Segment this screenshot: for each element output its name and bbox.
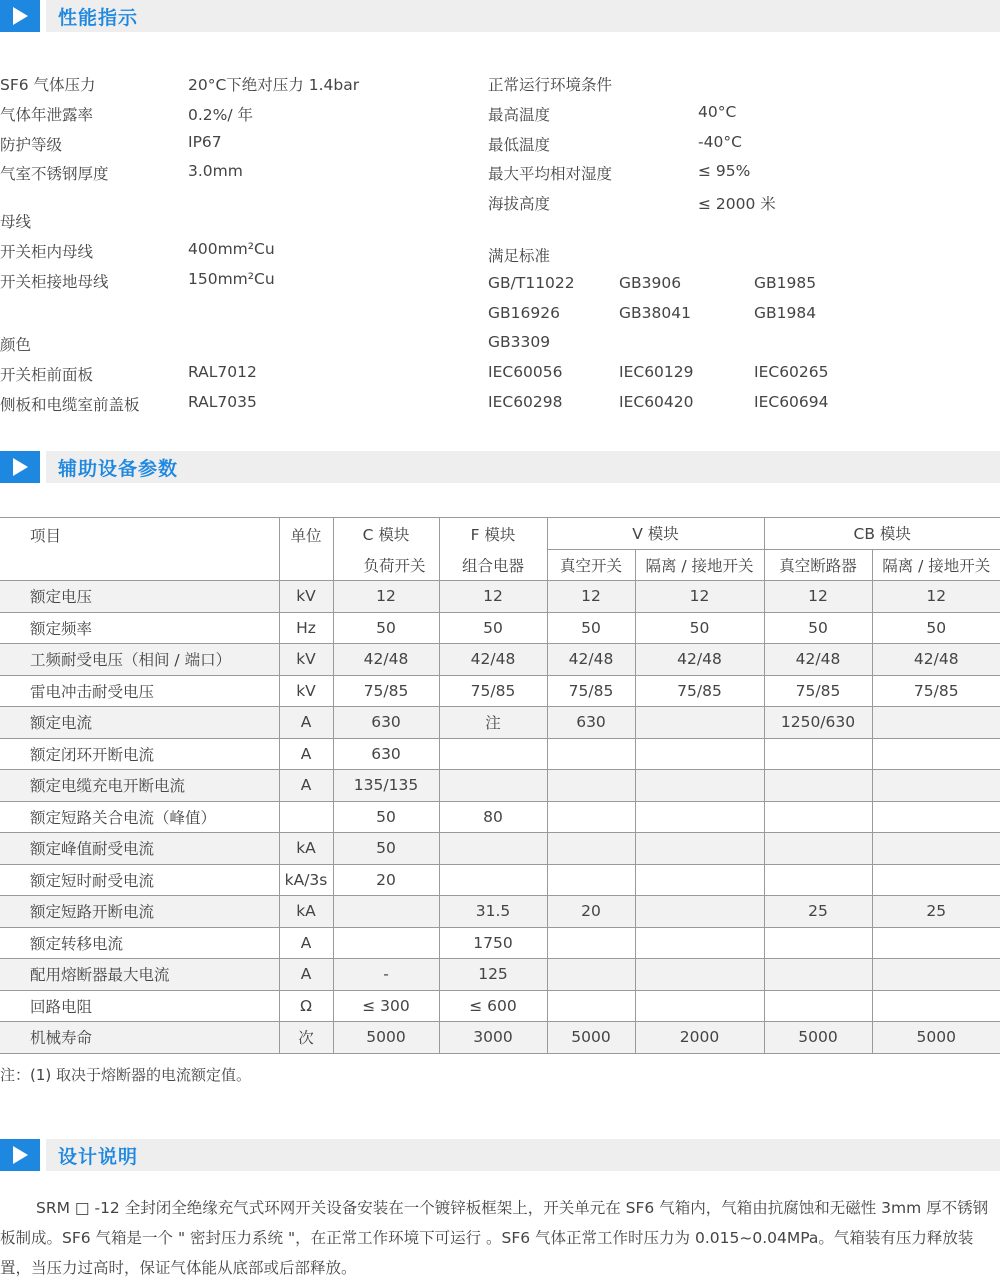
- value-cell: [547, 959, 635, 991]
- value-cell: 630: [333, 707, 439, 739]
- row-label: 额定电流: [0, 707, 279, 739]
- value-cell: 75/85: [333, 675, 439, 707]
- value-cell: [872, 801, 1000, 833]
- unit-cell: Ω: [279, 990, 333, 1022]
- unit-cell: kA: [279, 833, 333, 865]
- value-cell: 3000: [439, 1022, 547, 1054]
- value-cell: 5000: [333, 1022, 439, 1054]
- unit-cell: A: [279, 707, 333, 739]
- row-label: 回路电阻: [0, 990, 279, 1022]
- value-cell: 75/85: [547, 675, 635, 707]
- value-cell: 50: [333, 833, 439, 865]
- table-row: [0, 959, 1000, 991]
- value-cell: [764, 927, 872, 959]
- value-cell: 31.5: [439, 896, 547, 928]
- environment-title: 正常运行环境条件: [488, 76, 613, 94]
- value-cell: 75/85: [439, 675, 547, 707]
- section-title: 性能指示: [58, 6, 139, 29]
- standard-item: GB1985: [754, 274, 817, 292]
- spec-value: 20°C下绝对压力 1.4bar: [188, 76, 360, 94]
- table-row: [0, 896, 1000, 928]
- spec-label: SF6 气体压力: [0, 76, 96, 94]
- spec-value: IP67: [188, 133, 222, 151]
- spec-label: 最高温度: [488, 106, 551, 124]
- spec-label: 防护等级: [0, 136, 63, 154]
- subheader-cell: 隔离 / 接地开关: [872, 549, 1000, 581]
- spec-value: 3.0mm: [188, 162, 243, 180]
- value-cell: -: [333, 959, 439, 991]
- subheader-cell: 组合电器: [439, 549, 547, 581]
- value-cell: 1250/630: [764, 707, 872, 739]
- value-cell: [439, 770, 547, 802]
- standard-item: GB/T11022: [488, 274, 575, 292]
- value-cell: 1750: [439, 927, 547, 959]
- spec-value: RAL7035: [188, 393, 257, 411]
- row-label: 额定闭环开断电流: [0, 738, 279, 770]
- standard-item: IEC60265: [754, 363, 829, 381]
- value-cell: 2000: [635, 1022, 764, 1054]
- value-cell: [872, 707, 1000, 739]
- value-cell: [764, 990, 872, 1022]
- spec-label: 气室不锈钢厚度: [0, 165, 109, 183]
- section-title: 设计说明: [58, 1145, 139, 1168]
- unit-cell: 次: [279, 1022, 333, 1054]
- value-cell: [547, 833, 635, 865]
- value-cell: 125: [439, 959, 547, 991]
- unit-cell: kA: [279, 896, 333, 928]
- standard-item: GB16926: [488, 304, 560, 322]
- color-title: 颜色: [0, 336, 32, 354]
- section-header-design: [0, 1139, 1000, 1171]
- header-cell: 单位: [279, 518, 333, 581]
- unit-cell: kA/3s: [279, 864, 333, 896]
- spec-label: 开关柜接地母线: [0, 273, 109, 291]
- play-arrow-icon: [0, 1139, 40, 1171]
- value-cell: 630: [547, 707, 635, 739]
- row-label: 额定电缆充电开断电流: [0, 770, 279, 802]
- standard-item: GB1984: [754, 304, 817, 322]
- value-cell: [764, 801, 872, 833]
- subheader-cell: 真空断路器: [764, 549, 872, 581]
- section-header-performance: [0, 0, 1000, 32]
- table-row: [0, 833, 1000, 865]
- value-cell: 注: [439, 707, 547, 739]
- value-cell: 42/48: [547, 644, 635, 676]
- row-label: 配用熔断器最大电流: [0, 959, 279, 991]
- table-row: [0, 990, 1000, 1022]
- spec-value: 400mm²Cu: [188, 240, 275, 258]
- row-label: 机械寿命: [0, 1022, 279, 1054]
- value-cell: 50: [764, 612, 872, 644]
- spec-label: 最低温度: [488, 136, 551, 154]
- row-label: 工频耐受电压（相间 / 端口）: [0, 644, 279, 676]
- spec-label: 海拔高度: [488, 195, 551, 213]
- value-cell: 50: [333, 612, 439, 644]
- value-cell: 50: [547, 612, 635, 644]
- value-cell: 12: [764, 581, 872, 613]
- unit-cell: A: [279, 770, 333, 802]
- value-cell: 12: [547, 581, 635, 613]
- value-cell: [764, 833, 872, 865]
- value-cell: 42/48: [333, 644, 439, 676]
- spec-value: 150mm²Cu: [188, 270, 275, 288]
- value-cell: [872, 959, 1000, 991]
- spec-value: ≤ 95%: [698, 162, 751, 180]
- value-cell: 12: [333, 581, 439, 613]
- value-cell: [439, 738, 547, 770]
- value-cell: [872, 738, 1000, 770]
- design-description: SRM □ -12 全封闭全绝缘充气式环网开关设备安装在一个镀锌板框架上，开关单元在 SF6 气箱内，气箱由抗腐蚀和无磁性 3mm 厚不锈钢板制成。SF6 气箱是一个 " 密封压力系统 "，在正常工作环境下可运行 。SF6 气体正常工作时压力为 0.015~0.04MPa。气箱装有压力释放装置，当压力过高时，保证气体能从底部或后部释放。: [0, 1199, 989, 1277]
- value-cell: [872, 990, 1000, 1022]
- value-cell: [439, 833, 547, 865]
- value-cell: 12: [872, 581, 1000, 613]
- value-cell: [439, 864, 547, 896]
- row-label: 额定电压: [0, 581, 279, 613]
- value-cell: 42/48: [439, 644, 547, 676]
- spec-label: 侧板和电缆室前盖板: [0, 396, 140, 414]
- row-label: 额定短路关合电流（峰值）: [0, 801, 279, 833]
- value-cell: 5000: [872, 1022, 1000, 1054]
- header-cell: CB 模块: [764, 518, 1000, 550]
- spec-value: RAL7012: [188, 363, 257, 381]
- standard-item: IEC60694: [754, 393, 829, 411]
- value-cell: 20: [547, 896, 635, 928]
- header-cell: F 模块: [439, 518, 547, 550]
- value-cell: ≤ 600: [439, 990, 547, 1022]
- value-cell: [635, 738, 764, 770]
- subheader-cell: 负荷开关: [333, 549, 439, 581]
- value-cell: 75/85: [872, 675, 1000, 707]
- value-cell: [635, 959, 764, 991]
- value-cell: [547, 801, 635, 833]
- table-row: [0, 864, 1000, 896]
- value-cell: [635, 801, 764, 833]
- value-cell: 12: [635, 581, 764, 613]
- spec-label: 气体年泄露率: [0, 106, 94, 124]
- value-cell: 50: [635, 612, 764, 644]
- spec-value: -40°C: [698, 133, 742, 151]
- value-cell: [872, 864, 1000, 896]
- section-title: 辅助设备参数: [58, 457, 179, 480]
- table-row: [0, 675, 1000, 707]
- value-cell: 25: [872, 896, 1000, 928]
- table-footnote: 注：(1) 取决于熔断器的电流额定值。: [0, 1066, 252, 1084]
- spec-label: 开关柜内母线: [0, 243, 94, 261]
- spec-label: 最大平均相对湿度: [488, 165, 613, 183]
- unit-cell: kV: [279, 675, 333, 707]
- value-cell: [764, 959, 872, 991]
- standard-item: IEC60420: [619, 393, 694, 411]
- play-arrow-icon: [0, 0, 40, 32]
- value-cell: [547, 927, 635, 959]
- unit-cell: Hz: [279, 612, 333, 644]
- table-row: [0, 801, 1000, 833]
- row-label: 额定频率: [0, 612, 279, 644]
- value-cell: [635, 707, 764, 739]
- value-cell: 80: [439, 801, 547, 833]
- table-row: [0, 707, 1000, 739]
- value-cell: 75/85: [764, 675, 872, 707]
- value-cell: [635, 833, 764, 865]
- value-cell: [872, 770, 1000, 802]
- value-cell: [547, 864, 635, 896]
- table-row: [0, 927, 1000, 959]
- table-header-row: [0, 518, 1000, 550]
- section-header-auxiliary: [0, 451, 1000, 483]
- value-cell: [547, 738, 635, 770]
- table-row: [0, 738, 1000, 770]
- value-cell: 50: [439, 612, 547, 644]
- value-cell: [333, 927, 439, 959]
- unit-cell: [279, 801, 333, 833]
- table-row: [0, 612, 1000, 644]
- value-cell: 75/85: [635, 675, 764, 707]
- unit-cell: kV: [279, 581, 333, 613]
- value-cell: 12: [439, 581, 547, 613]
- standard-item: GB38041: [619, 304, 691, 322]
- value-cell: ≤ 300: [333, 990, 439, 1022]
- header-cell: C 模块: [333, 518, 439, 550]
- row-label: 雷电冲击耐受电压: [0, 675, 279, 707]
- value-cell: [635, 864, 764, 896]
- play-arrow-icon: [0, 451, 40, 483]
- value-cell: [635, 990, 764, 1022]
- value-cell: [872, 927, 1000, 959]
- spec-value: 0.2%/ 年: [188, 106, 254, 124]
- value-cell: [764, 738, 872, 770]
- value-cell: [547, 990, 635, 1022]
- table-row: [0, 581, 1000, 613]
- row-label: 额定转移电流: [0, 927, 279, 959]
- table-row: [0, 1022, 1000, 1054]
- unit-cell: A: [279, 738, 333, 770]
- value-cell: 135/135: [333, 770, 439, 802]
- standard-item: IEC60298: [488, 393, 563, 411]
- value-cell: [764, 770, 872, 802]
- value-cell: [635, 927, 764, 959]
- value-cell: [635, 896, 764, 928]
- value-cell: 42/48: [764, 644, 872, 676]
- spec-value: 40°C: [698, 103, 737, 121]
- standard-item: GB3906: [619, 274, 682, 292]
- standard-item: IEC60129: [619, 363, 694, 381]
- unit-cell: kV: [279, 644, 333, 676]
- spec-value: ≤ 2000 米: [698, 195, 776, 213]
- busbar-title: 母线: [0, 213, 32, 231]
- table-row: [0, 644, 1000, 676]
- row-label: 额定短路开断电流: [0, 896, 279, 928]
- value-cell: 25: [764, 896, 872, 928]
- value-cell: 50: [333, 801, 439, 833]
- header-cell: 项目: [0, 518, 279, 581]
- value-cell: [547, 770, 635, 802]
- standard-item: IEC60056: [488, 363, 563, 381]
- value-cell: [333, 896, 439, 928]
- standard-item: GB3309: [488, 333, 551, 351]
- value-cell: [635, 770, 764, 802]
- unit-cell: A: [279, 927, 333, 959]
- value-cell: 50: [872, 612, 1000, 644]
- table-row: [0, 770, 1000, 802]
- value-cell: 5000: [764, 1022, 872, 1054]
- value-cell: [764, 864, 872, 896]
- value-cell: [872, 833, 1000, 865]
- value-cell: 42/48: [635, 644, 764, 676]
- standards-title: 满足标准: [488, 247, 551, 265]
- row-label: 额定峰值耐受电流: [0, 833, 279, 865]
- unit-cell: A: [279, 959, 333, 991]
- value-cell: 5000: [547, 1022, 635, 1054]
- value-cell: 630: [333, 738, 439, 770]
- subheader-cell: 真空开关: [547, 549, 635, 581]
- value-cell: 42/48: [872, 644, 1000, 676]
- parameter-table: [0, 517, 1000, 1054]
- subheader-cell: 隔离 / 接地开关: [635, 549, 764, 581]
- header-cell: V 模块: [547, 518, 764, 550]
- row-label: 额定短时耐受电流: [0, 864, 279, 896]
- spec-label: 开关柜前面板: [0, 366, 94, 384]
- value-cell: 20: [333, 864, 439, 896]
